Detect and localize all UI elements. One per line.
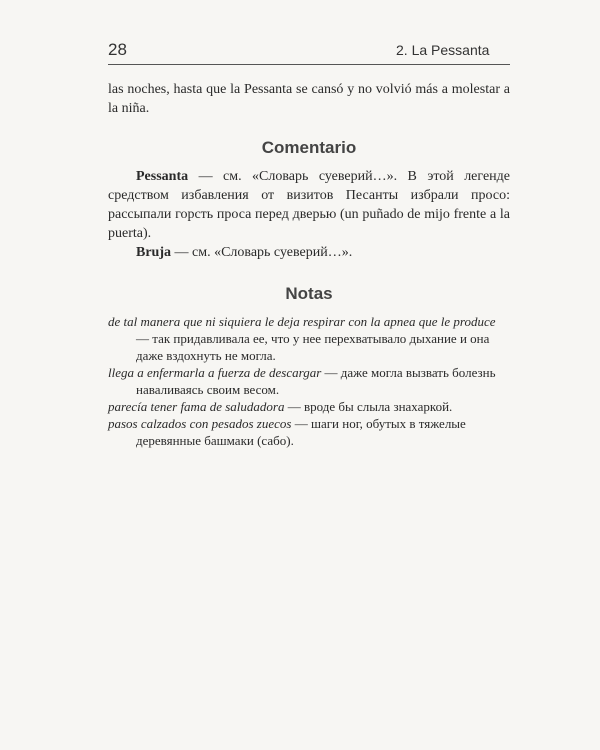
note-term: pasos calzados con pesados zuecos xyxy=(108,416,292,431)
note-text: — даже могла вызвать болезнь наваливаясь своим весом. xyxy=(136,365,496,397)
note-text: — так придавливала ее, что у нее перехватывало дыхание и она даже вздохнуть не могла. xyxy=(136,331,490,363)
comentario-text: — см. «Словарь суеверий…». В этой легенде средством избавления от визитов Песанты избрали просо: рассыпали горсть проса перед дверью (un puñado de mijo frente a la puerta). xyxy=(108,169,510,241)
comentario-entry xyxy=(108,243,510,262)
note-text: — вроде бы слыла знахаркой. xyxy=(284,399,453,414)
note-term: parecía tener fama de saludadora xyxy=(108,399,285,414)
note-entry xyxy=(108,313,510,364)
comentario-term: Bruja xyxy=(136,245,171,260)
notas-heading: Notas xyxy=(285,284,333,303)
page-body xyxy=(108,80,510,449)
running-title: 2. La Pessanta xyxy=(396,42,490,58)
opening-paragraph: las noches, hasta que la Pessanta se cansó y no volvió más a molestar a la niña. xyxy=(108,82,510,116)
page-number: 28 xyxy=(108,40,127,59)
note-entry xyxy=(108,364,510,398)
comentario-heading: Comentario xyxy=(261,138,357,157)
note-entry xyxy=(108,415,510,449)
running-header xyxy=(108,40,510,65)
comentario-entry xyxy=(108,167,510,243)
comentario-term: Pessanta xyxy=(136,169,189,184)
note-text: — шаги ног, обутых в тяжелые деревянные башмаки (сабо). xyxy=(136,416,466,448)
note-entry xyxy=(108,398,510,415)
comentario-text: — см. «Словарь суеверий…». xyxy=(171,245,353,260)
note-term: de tal manera que ni siquiera le deja respirar con la apnea que le produce xyxy=(108,314,496,329)
note-term: llega a enfermarla a fuerza de descargar xyxy=(108,365,322,380)
